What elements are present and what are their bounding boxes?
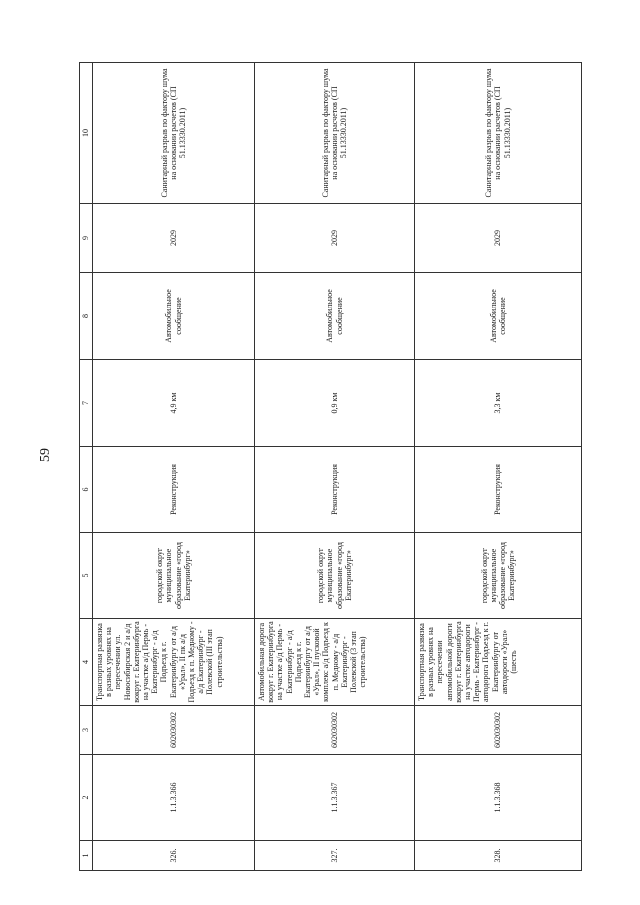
cell-connection: Автомобильное сообщение: [415, 273, 582, 360]
column-header: 6: [80, 447, 93, 533]
cell-code: 1.1.3.368: [415, 755, 582, 841]
cell-work-type: Реконструкция: [415, 447, 582, 533]
cell-number: 327.: [255, 841, 415, 871]
cell-connection: Автомобильное сообщение: [255, 273, 415, 360]
column-header: 9: [80, 204, 93, 273]
cell-year: 2029: [255, 204, 415, 273]
column-header: 4: [80, 619, 93, 706]
document-table-frame: [79, 63, 580, 871]
cell-length: 3,3 км: [415, 360, 582, 447]
cell-zone: Санитарный разрыв по фактору шума на основании расчетов (СП 51.13330.2011): [93, 63, 255, 204]
cell-connection: Автомобильное сообщение: [93, 273, 255, 360]
cell-zone: Санитарный разрыв по фактору шума на основании расчетов (СП 51.13330.2011): [415, 63, 582, 204]
cell-length: 4,9 км: [93, 360, 255, 447]
cell-code: 1.1.3.366: [93, 755, 255, 841]
column-header: 2: [80, 755, 93, 841]
column-header: 1: [80, 841, 93, 871]
cell-number: 326.: [93, 841, 255, 871]
cell-year: 2029: [93, 204, 255, 273]
cell-length: 0,9 км: [255, 360, 415, 447]
column-header: 5: [80, 533, 93, 619]
cell-year: 2029: [415, 204, 582, 273]
table-row: [255, 63, 415, 871]
table-row: [415, 63, 582, 871]
cell-work-type: Реконструкция: [255, 447, 415, 533]
column-header: 8: [80, 273, 93, 360]
column-number-row: [80, 63, 93, 871]
column-header: 7: [80, 360, 93, 447]
cell-oktmo: 602030302: [415, 706, 582, 755]
cell-object-name: Транспортная развязка в разных уровнях на пересечении автомобильной дороги вокруг г. Екатеринбурга на участке автодороги Пермь - Екатеринбург - автодорога Подъезд к г. Екатеринбургу от автодороги «Урал» (шесть: [415, 619, 582, 706]
cell-code: 1.1.3.367: [255, 755, 415, 841]
cell-number: 328.: [415, 841, 582, 871]
cell-object-name: Автомобильная дорога вокруг г. Екатеринбурга на участке а/д Пермь - Екатеринбург - а/д Подъезд к г. Екатеринбургу от а/д «Урал», II пусковой комплекс а/д Подъезд к п. Медному - а/д Екатеринбург - Полевской (3 этап строительства): [255, 619, 415, 706]
cell-oktmo: 602030302: [255, 706, 415, 755]
cell-object-name: Транспортная развязка в разных уровнях на пересечении ул. Новосибирская 2 и а/д вокруг г. Екатеринбурга на участке а/д Пермь - Екатеринбург - а/д Подъезд к г. Екатеринбургу от а/д «Урал», II пк а/д Подъезд к п. Медному - а/д Екатеринбург - Полевской (III этап строительства): [93, 619, 255, 706]
cell-municipality: городской округ муниципальное образование «город Екатеринбург»: [255, 533, 415, 619]
column-header: 10: [80, 63, 93, 204]
document-table: [79, 63, 580, 871]
cell-zone: Санитарный разрыв по фактору шума на основании расчетов (СП 51.13330.2011): [255, 63, 415, 204]
cell-oktmo: 602030302: [93, 706, 255, 755]
cell-work-type: Реконструкция: [93, 447, 255, 533]
page-number: 59: [38, 448, 53, 462]
cell-municipality: городской округ муниципальное образование «город Екатеринбург»: [415, 533, 582, 619]
objects-table: [79, 62, 582, 871]
cell-municipality: городской округ муниципальное образование «город Екатеринбург»: [93, 533, 255, 619]
column-header: 3: [80, 706, 93, 755]
table-row: [93, 63, 255, 871]
